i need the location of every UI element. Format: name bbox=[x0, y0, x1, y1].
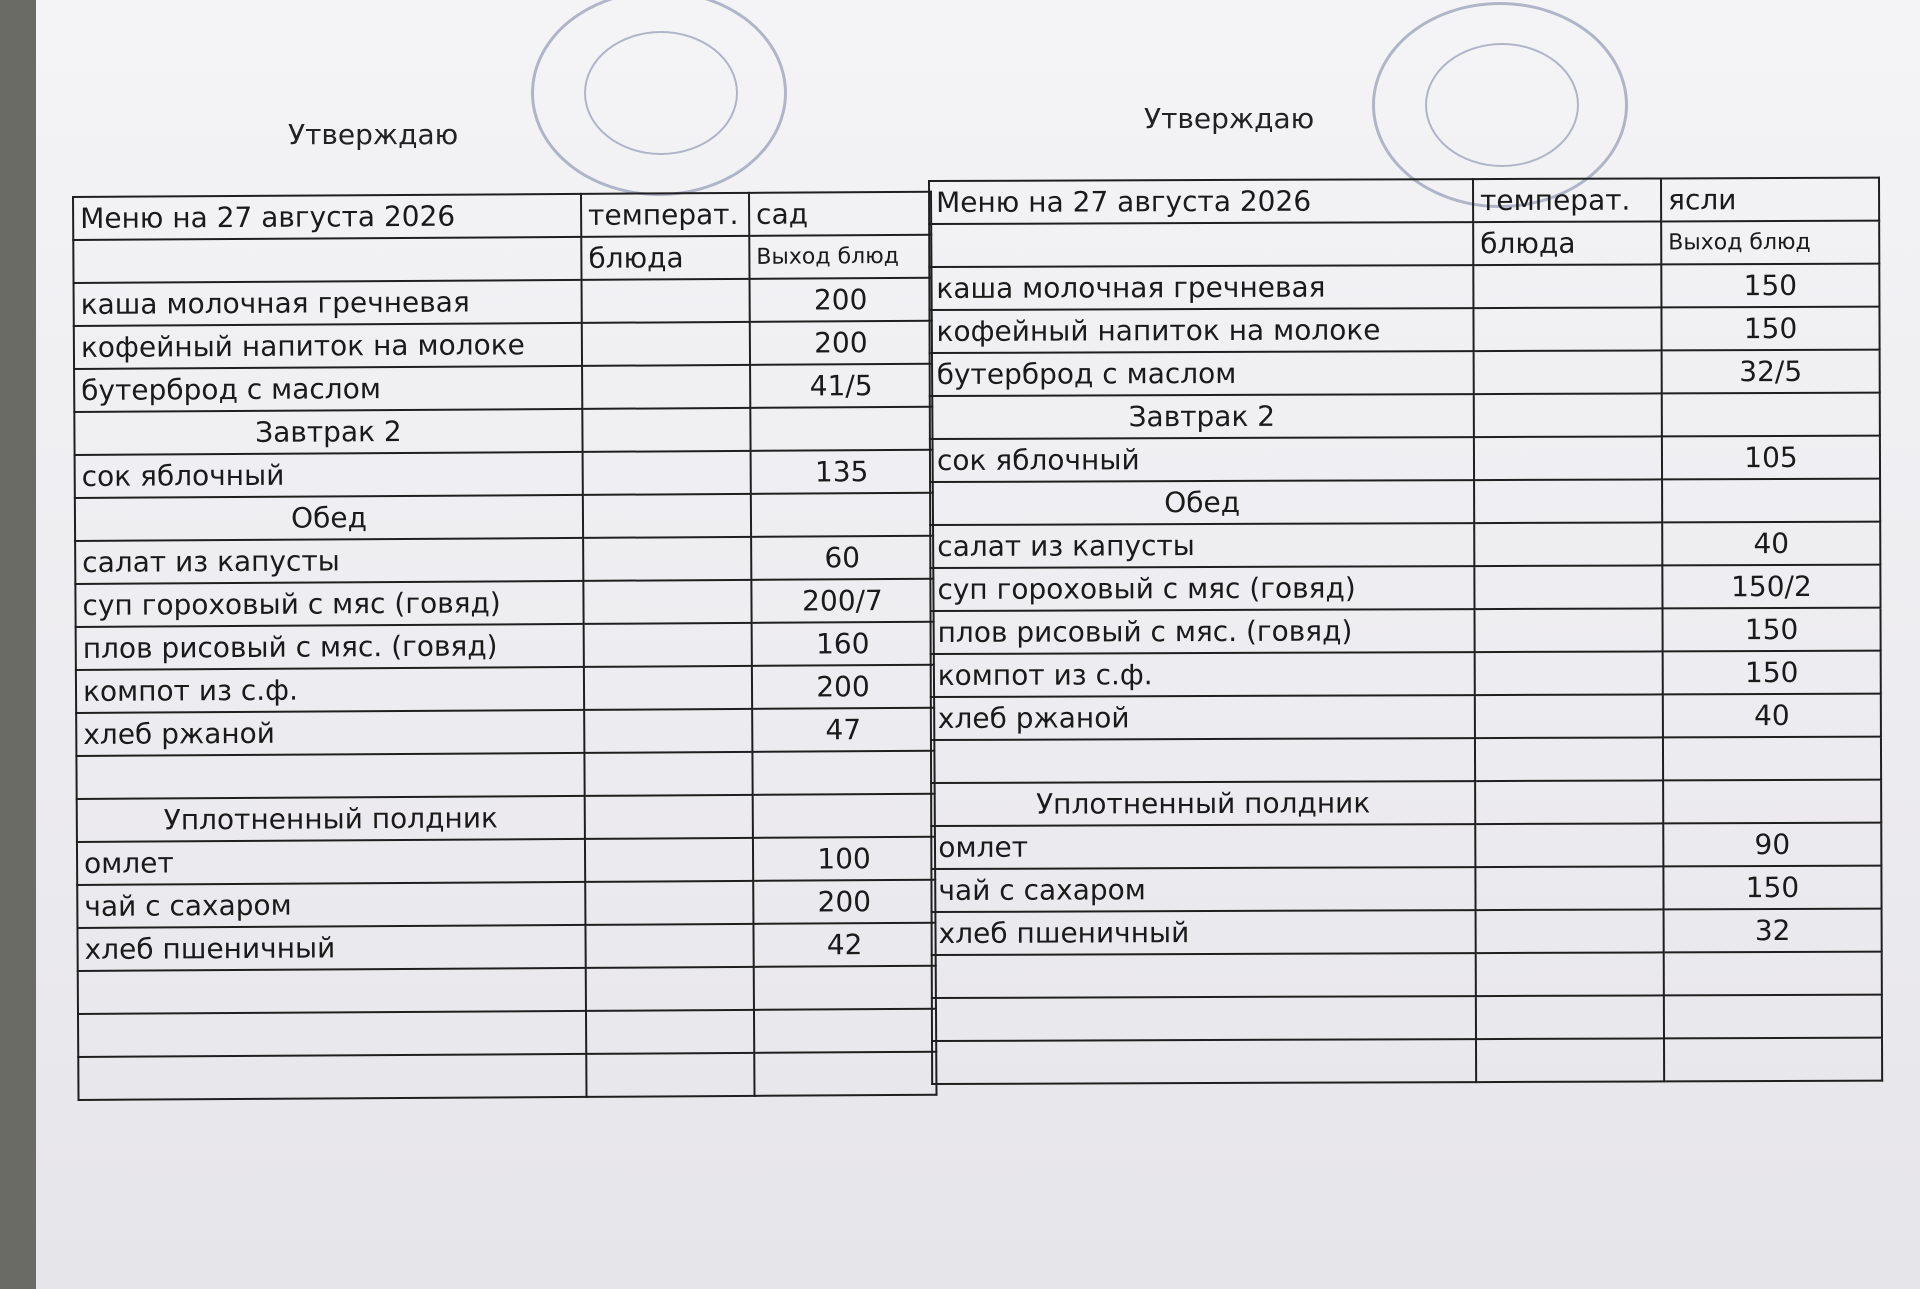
dish-yield: 47 bbox=[752, 708, 934, 752]
dish-name bbox=[931, 738, 1475, 783]
dish-yield bbox=[1664, 1038, 1882, 1082]
dish-temperature bbox=[586, 967, 754, 1011]
table-row bbox=[931, 866, 1881, 912]
dish-name: компот из с.ф. bbox=[76, 667, 584, 713]
dish-name: компот из с.ф. bbox=[931, 652, 1475, 697]
dish-yield: 200 bbox=[753, 880, 935, 924]
table-row bbox=[929, 307, 1879, 353]
dish-yield bbox=[1662, 393, 1880, 437]
dish-yield: 105 bbox=[1662, 436, 1880, 480]
dish-temperature bbox=[583, 494, 751, 538]
dish-yield bbox=[754, 966, 936, 1010]
dish-temperature bbox=[583, 451, 751, 495]
header-group: ясли bbox=[1661, 178, 1879, 222]
table-row bbox=[76, 751, 934, 799]
dish-temperature bbox=[1475, 823, 1663, 867]
dish-temperature bbox=[1476, 1038, 1664, 1082]
table-row bbox=[931, 651, 1881, 697]
official-stamp-left bbox=[531, 0, 787, 196]
dish-yield: 42 bbox=[753, 923, 935, 967]
dish-temperature bbox=[586, 1010, 754, 1054]
table-row bbox=[77, 880, 935, 928]
dish-temperature bbox=[585, 924, 753, 968]
dish-temperature bbox=[584, 752, 752, 796]
dish-yield bbox=[754, 1009, 936, 1053]
header-temp-2: блюда bbox=[1473, 221, 1661, 265]
table-row bbox=[76, 708, 934, 756]
dish-yield: 150 bbox=[1663, 866, 1881, 910]
table-row bbox=[930, 479, 1880, 525]
dish-temperature bbox=[584, 623, 752, 667]
dish-name: хлеб ржаной bbox=[931, 695, 1475, 740]
dish-temperature bbox=[1474, 436, 1662, 480]
dish-yield bbox=[752, 751, 934, 795]
dish-temperature bbox=[1473, 264, 1661, 308]
dish-temperature bbox=[583, 580, 751, 624]
dish-yield bbox=[1664, 952, 1882, 996]
table-row bbox=[78, 966, 936, 1014]
section-heading: Завтрак 2 bbox=[74, 409, 582, 455]
header-blank bbox=[73, 237, 581, 283]
dish-name: каша молочная гречневая bbox=[929, 265, 1473, 310]
table-row bbox=[931, 780, 1881, 826]
table-row bbox=[75, 493, 933, 541]
dish-yield: 150 bbox=[1663, 651, 1881, 695]
dish-name: хлеб пшеничный bbox=[77, 925, 585, 971]
dish-name: плов рисовый с мяс. (говяд) bbox=[76, 624, 584, 670]
dish-temperature bbox=[585, 795, 753, 839]
table-row bbox=[931, 737, 1881, 783]
dish-temperature bbox=[584, 666, 752, 710]
table-row bbox=[75, 450, 933, 498]
dish-name bbox=[932, 996, 1476, 1041]
section-heading: Обед bbox=[75, 495, 583, 541]
header-yield: Выход блюд bbox=[1661, 221, 1879, 265]
dish-name bbox=[76, 753, 584, 799]
table-row bbox=[931, 823, 1881, 869]
table-row bbox=[77, 923, 935, 971]
table-row bbox=[932, 952, 1882, 998]
dish-temperature bbox=[1474, 393, 1662, 437]
dish-yield: 90 bbox=[1663, 823, 1881, 867]
table-row bbox=[930, 522, 1880, 568]
dish-name: чай с сахаром bbox=[77, 882, 585, 928]
dish-name bbox=[932, 953, 1476, 998]
table-row bbox=[929, 264, 1879, 310]
table-row bbox=[74, 278, 932, 326]
dish-temperature bbox=[1475, 608, 1663, 652]
dish-name: омлет bbox=[931, 824, 1475, 869]
dish-temperature bbox=[1475, 694, 1663, 738]
table-row bbox=[75, 579, 933, 627]
dish-temperature bbox=[1473, 307, 1661, 351]
table-row bbox=[74, 407, 932, 455]
dish-yield: 200 bbox=[752, 665, 934, 709]
approval-label-right: Утверждаю bbox=[1144, 102, 1315, 135]
dish-temperature bbox=[584, 709, 752, 753]
table-row bbox=[930, 565, 1880, 611]
dish-yield: 135 bbox=[751, 450, 933, 494]
menu-table-garden bbox=[72, 191, 938, 1101]
dish-yield: 40 bbox=[1663, 694, 1881, 738]
dish-name bbox=[78, 968, 586, 1014]
dish-name bbox=[78, 1054, 586, 1100]
dish-yield: 150 bbox=[1663, 608, 1881, 652]
header-blank bbox=[929, 222, 1473, 267]
dish-yield bbox=[1662, 479, 1880, 523]
dish-temperature bbox=[1474, 522, 1662, 566]
dish-temperature bbox=[582, 365, 750, 409]
table-row bbox=[931, 608, 1881, 654]
dish-yield: 160 bbox=[752, 622, 934, 666]
menu-table-nursery bbox=[928, 177, 1883, 1085]
table-row bbox=[77, 837, 935, 885]
table-row bbox=[932, 909, 1882, 955]
dish-temperature bbox=[1475, 866, 1663, 910]
dish-temperature bbox=[1474, 565, 1662, 609]
table-row bbox=[932, 995, 1882, 1041]
table-row bbox=[931, 694, 1881, 740]
dish-temperature bbox=[582, 279, 750, 323]
dish-yield: 60 bbox=[751, 536, 933, 580]
dish-temperature bbox=[585, 881, 753, 925]
dish-temperature bbox=[1475, 780, 1663, 824]
approval-label-left: Утверждаю bbox=[288, 118, 459, 151]
table-row bbox=[77, 794, 935, 842]
table-row bbox=[76, 622, 934, 670]
header-temp: температ. bbox=[581, 193, 749, 237]
dish-temperature bbox=[1474, 350, 1662, 394]
header-yield: Выход блюд bbox=[749, 235, 931, 279]
dish-yield: 100 bbox=[753, 837, 935, 881]
table-row bbox=[78, 1009, 936, 1057]
dish-name: салат из капусты bbox=[930, 523, 1474, 568]
dish-yield bbox=[750, 407, 932, 451]
dish-name: суп гороховый с мяс (говяд) bbox=[75, 581, 583, 627]
menu-rows-garden bbox=[74, 278, 937, 1100]
dish-temperature bbox=[1475, 651, 1663, 695]
dish-name bbox=[78, 1011, 586, 1057]
dish-temperature bbox=[586, 1053, 754, 1097]
dish-yield: 32/5 bbox=[1662, 350, 1880, 394]
table-row bbox=[76, 665, 934, 713]
dish-temperature bbox=[585, 838, 753, 882]
menu-title: Меню на 27 августа 2026 bbox=[73, 194, 581, 240]
dish-yield bbox=[754, 1052, 936, 1096]
table-row bbox=[74, 364, 932, 412]
dish-yield: 41/5 bbox=[750, 364, 932, 408]
section-heading: Уплотненный полдник bbox=[931, 781, 1475, 826]
dish-name: сок яблочный bbox=[930, 437, 1474, 482]
dish-name: бутерброд с маслом bbox=[930, 351, 1474, 396]
table-row bbox=[75, 536, 933, 584]
dish-temperature bbox=[582, 322, 750, 366]
table-row bbox=[78, 1052, 936, 1100]
header-group: сад bbox=[749, 192, 931, 236]
menu-title: Меню на 27 августа 2026 bbox=[929, 179, 1473, 224]
dish-name: кофейный напиток на молоке bbox=[929, 308, 1473, 353]
section-heading: Уплотненный полдник bbox=[77, 796, 585, 842]
dish-yield: 32 bbox=[1664, 909, 1882, 953]
dish-name: чай с сахаром bbox=[931, 867, 1475, 912]
table-row bbox=[930, 393, 1880, 439]
dish-yield: 150 bbox=[1661, 264, 1879, 308]
dish-temperature bbox=[1475, 737, 1663, 781]
dish-temperature bbox=[1476, 952, 1664, 996]
dish-temperature bbox=[1476, 909, 1664, 953]
dish-temperature bbox=[1476, 995, 1664, 1039]
dish-name: суп гороховый с мяс (говяд) bbox=[930, 566, 1474, 611]
section-heading: Обед bbox=[930, 480, 1474, 525]
dish-yield bbox=[1664, 995, 1882, 1039]
dish-yield bbox=[1663, 737, 1881, 781]
dish-yield bbox=[753, 794, 935, 838]
dish-yield bbox=[1663, 780, 1881, 824]
dish-name: бутерброд с маслом bbox=[74, 366, 582, 412]
dish-name bbox=[932, 1039, 1476, 1084]
dish-yield: 150/2 bbox=[1662, 565, 1880, 609]
dish-temperature bbox=[583, 537, 751, 581]
table-row bbox=[932, 1038, 1882, 1084]
table-row bbox=[74, 321, 932, 369]
section-heading: Завтрак 2 bbox=[930, 394, 1474, 439]
dish-yield bbox=[751, 493, 933, 537]
dish-name: хлеб ржаной bbox=[76, 710, 584, 756]
table-row bbox=[930, 350, 1880, 396]
dish-name: каша молочная гречневая bbox=[74, 280, 582, 326]
dish-temperature bbox=[1474, 479, 1662, 523]
dish-name: омлет bbox=[77, 839, 585, 885]
dish-yield: 200 bbox=[750, 321, 932, 365]
dish-name: хлеб пшеничный bbox=[932, 910, 1476, 955]
dish-temperature bbox=[582, 408, 750, 452]
menu-rows-nursery bbox=[929, 264, 1882, 1084]
table-row bbox=[930, 436, 1880, 482]
dish-yield: 40 bbox=[1662, 522, 1880, 566]
dish-name: кофейный напиток на молоке bbox=[74, 323, 582, 369]
header-temp: температ. bbox=[1473, 178, 1661, 222]
header-temp-2: блюда bbox=[581, 236, 749, 280]
dish-yield: 200/7 bbox=[751, 579, 933, 623]
dish-name: сок яблочный bbox=[75, 452, 583, 498]
dish-yield: 200 bbox=[750, 278, 932, 322]
dish-name: салат из капусты bbox=[75, 538, 583, 584]
dish-yield: 150 bbox=[1661, 307, 1879, 351]
dish-name: плов рисовый с мяс. (говяд) bbox=[931, 609, 1475, 654]
